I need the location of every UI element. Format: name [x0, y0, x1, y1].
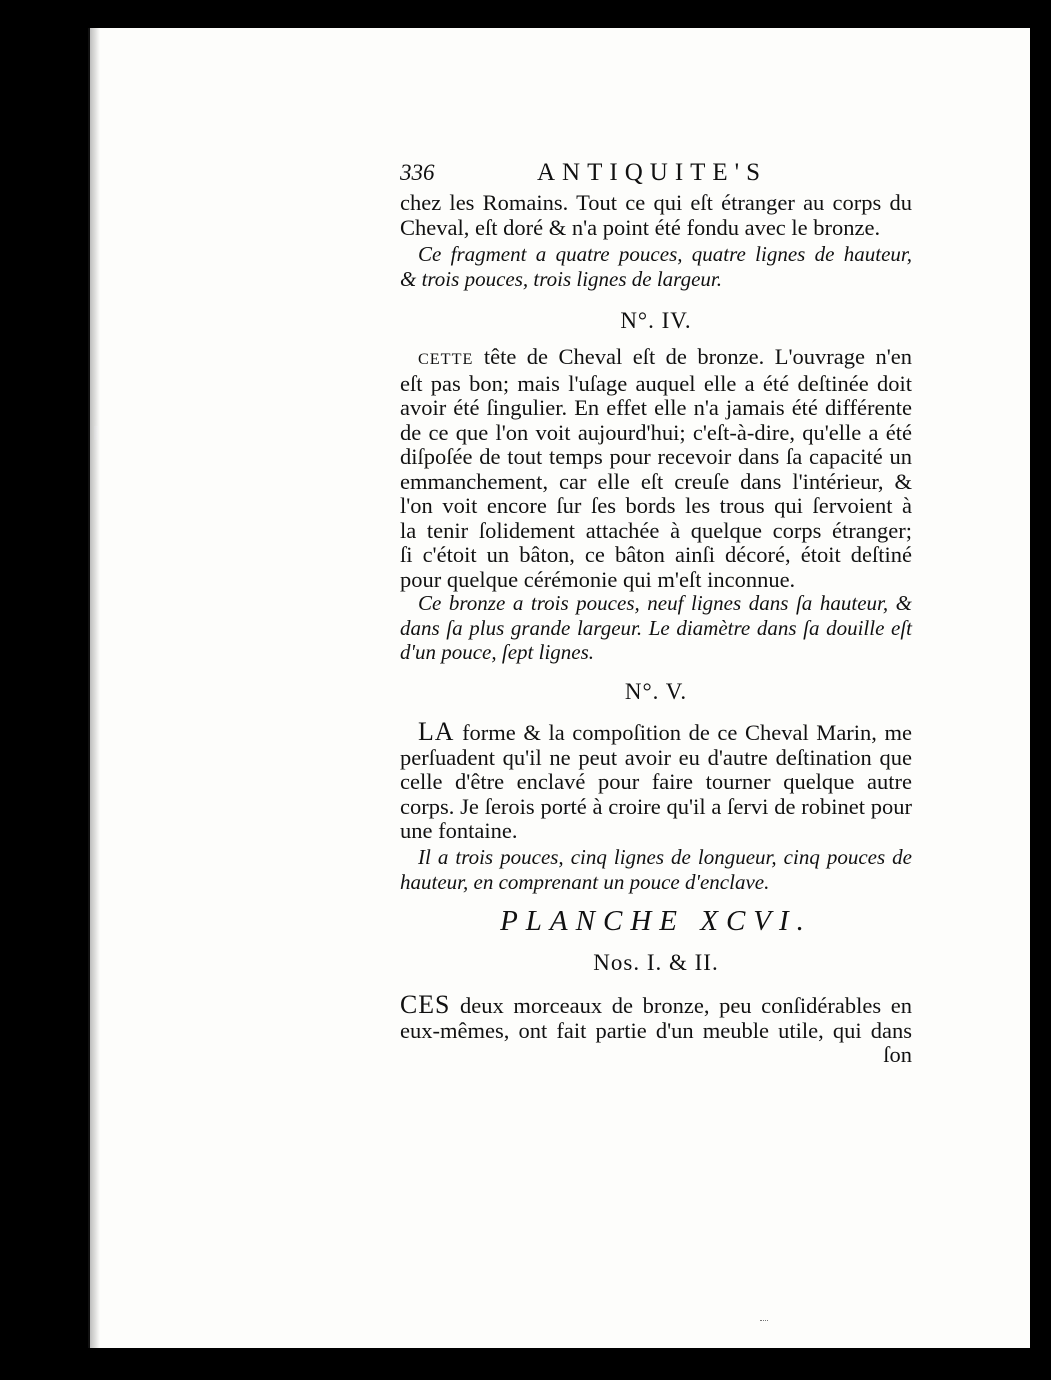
paragraph-v [400, 717, 912, 844]
note-line: dans ſa plus grande largeur. Le diamètre dans ſa douille eſt [400, 615, 912, 640]
section-heading-i-ii: Nos. I. & II. [593, 950, 719, 975]
note-line: Ce fragment a quatre pouces, quatre lignes de hauteur, [418, 242, 912, 266]
first-word: LA [418, 717, 455, 746]
line-rest: deux morceaux de bronze, peu conſidérables en [450, 993, 912, 1018]
page-number: 336 [400, 160, 435, 185]
text-line: avoir été ſingulier. En effet elle n'a jamais été différente [400, 395, 912, 420]
paragraph-intro [400, 191, 912, 240]
text-line [400, 345, 912, 372]
note-iv [400, 591, 912, 665]
text-line [400, 717, 912, 746]
text-line: eſt pas bon; mais l'uſage auquel elle a été deſtinée doit [400, 370, 912, 396]
note-line: d'un pouce, ſept lignes. [400, 640, 595, 664]
note-v [400, 845, 912, 894]
text-line: corps. Je ſerois porté à croire qu'il a ſervi de robinet pour [400, 793, 912, 819]
text-line: pour quelque cérémonie qui m'eſt inconnue. [400, 566, 796, 592]
running-title: ANTIQUITE'S [537, 159, 768, 186]
note-line: Il a trois pouces, cinq lignes de longueur, cinq pouces de [418, 845, 912, 869]
text-line: perſuadent qu'il ne peut avoir eu d'autre deſtination que [400, 744, 912, 770]
first-word: CES [400, 990, 451, 1019]
paragraph-iv [400, 345, 912, 592]
signature-mark [760, 1320, 768, 1324]
running-head [400, 156, 912, 190]
text-line: emmanchement, car elle eſt creuſe dans l'intérieur, & [400, 468, 912, 494]
line-rest: forme & la compoſition de ce Cheval Marin, me [454, 720, 912, 745]
text-line: chez les Romains. Tout ce qui eſt étranger au corps du [400, 190, 912, 215]
text-line: de ce que l'on voit aujourd'hui; c'eſt-à-dire, qu'elle a été [400, 419, 912, 445]
text-line: eux-mêmes, ont fait partie d'un meuble utile, qui dans [400, 1017, 912, 1043]
paragraph-i-ii [400, 990, 912, 1068]
section-heading-iv: N°. IV. [620, 308, 692, 333]
section-heading-v: N°. V. [624, 679, 688, 704]
text-line: ſi c'étoit un bâton, ce bâton ainſi décoré, étoit deſtiné [400, 542, 912, 567]
note-line: Ce bronze a trois pouces, neuf lignes dans ſa hauteur, & [418, 591, 912, 615]
text-line: Cheval, eſt doré & n'a point été fondu avec le bronze. [400, 214, 881, 240]
note-line: & trois pouces, trois lignes de largeur. [400, 266, 722, 291]
text-line: diſpoſée de tout temps pour recevoir dans ſa capacité un [400, 444, 912, 469]
text-line: une fontaine. [400, 818, 518, 843]
text-line: la tenir ſolidement attachée à quelque corps étranger; [400, 517, 912, 543]
note-line: hauteur, en comprenant un pouce d'enclave. [400, 869, 770, 894]
line-rest: tête de Cheval eſt de bronze. L'ouvrage n'en [473, 344, 912, 369]
page-edge-mark [94, 426, 98, 440]
text-line [400, 990, 912, 1019]
catchword: ſon [883, 1042, 912, 1067]
note-intro [400, 242, 912, 291]
text-line: celle d'être enclavé pour faire tourner quelque autre [400, 769, 912, 794]
first-word: CETTE [418, 350, 474, 368]
plate-heading: PLANCHE XCVI. [500, 905, 812, 937]
text-line: l'on voit encore ſur ſes bords les trous qui ſervoient à [400, 493, 912, 518]
